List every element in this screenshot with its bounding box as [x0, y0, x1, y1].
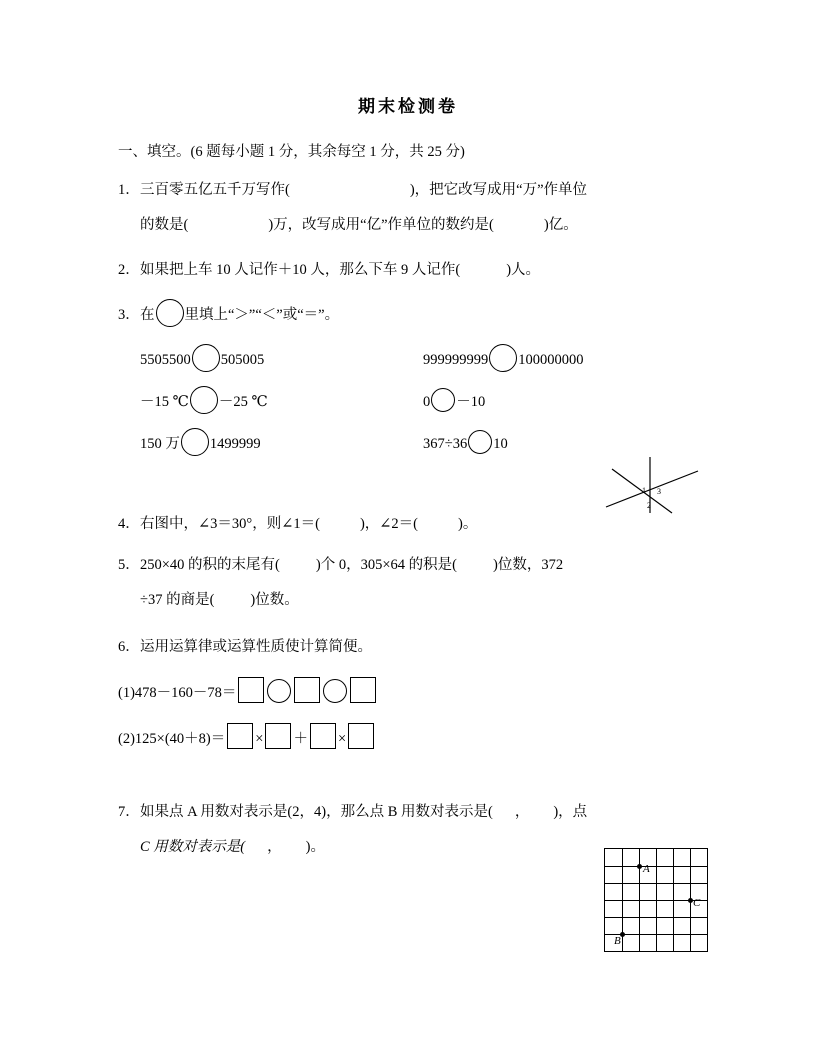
answer-box-3[interactable]	[350, 677, 376, 703]
grid-line-h1	[605, 866, 707, 867]
question-1-text-b: )，把它改写成用“万”作单位	[409, 182, 588, 198]
question-1-number: 1．	[118, 182, 140, 198]
compare-5-left: 150 万	[140, 436, 180, 452]
point-b-label: B	[614, 935, 621, 947]
question-7-text-d: C 用数对表示是(	[140, 839, 246, 855]
compare-circle-1[interactable]	[192, 344, 220, 372]
question-2-line	[118, 253, 708, 288]
question-3	[118, 298, 708, 465]
grid-box	[604, 848, 708, 952]
question-6-line	[118, 630, 708, 665]
question-3-lead	[118, 298, 708, 333]
question-7-line-1	[118, 795, 708, 830]
question-4-text-a: 右图中，∠3＝30°，则∠1＝(	[140, 516, 320, 532]
answer-box-6[interactable]	[310, 723, 336, 749]
answer-box-2[interactable]	[294, 677, 320, 703]
answer-circle-2[interactable]	[323, 679, 347, 703]
question-4-text-b: )，∠2＝(	[359, 516, 418, 532]
compare-2-left: 999999999	[423, 352, 489, 368]
point-a-dot	[637, 864, 642, 869]
question-5-text-e: )位数。	[250, 592, 299, 608]
compare-5-right: 1499999	[209, 436, 261, 452]
page-title: 期末检测卷	[358, 97, 458, 116]
question-6-item-2	[118, 719, 708, 759]
question-3-number: 3．	[118, 307, 140, 323]
compare-circle-2[interactable]	[489, 344, 517, 372]
compare-row-1	[118, 339, 708, 381]
compare-4-right: －10	[456, 394, 486, 410]
question-5-line-1	[118, 548, 708, 583]
question-6-text: 运用运算律或运算性质使计算简便。	[140, 639, 372, 655]
answer-box-7[interactable]	[348, 723, 374, 749]
question-1-text-a: 三百零五亿五千万写作(	[140, 182, 290, 198]
question-2-number: 2．	[118, 262, 140, 278]
compare-pair-2	[423, 352, 584, 368]
compare-6-right: 10	[493, 436, 508, 452]
question-6-item-2-plus: ＋	[293, 731, 308, 747]
question-4-number: 4．	[118, 516, 140, 532]
question-3-lead-b: 里填上“＞”“＜”或“＝”。	[184, 307, 340, 323]
question-6-item-2-mid: ×	[255, 731, 264, 747]
question-6-number: 6．	[118, 639, 140, 655]
compare-1-left: 5505500	[140, 352, 191, 368]
compare-3-right: －25 ℃	[218, 394, 268, 410]
question-5	[118, 548, 708, 618]
point-c-label: C	[693, 897, 701, 909]
question-5-text-c: )位数，372	[492, 557, 564, 573]
question-1	[118, 173, 708, 243]
compare-circle-lead[interactable]	[156, 299, 184, 327]
question-2-text-b: )人。	[506, 262, 541, 278]
question-6-item-1	[118, 673, 708, 713]
compare-3-left: －15 ℃	[140, 394, 189, 410]
question-2	[118, 253, 708, 288]
question-7-text-c: )，点	[553, 804, 588, 820]
compare-circle-6[interactable]	[468, 430, 492, 454]
compare-pair-5	[140, 423, 385, 465]
question-7-number: 7．	[118, 804, 140, 820]
question-6-item-2-expr: 125×(40＋8)＝	[134, 731, 226, 747]
question-2-text-a: 如果把上车 10 人记作＋10 人，那么下车 9 人记作(	[140, 262, 461, 278]
grid-line-h4	[605, 917, 707, 918]
question-3-lead-a: 在	[140, 307, 155, 323]
question-7-text-f: )。	[305, 839, 325, 855]
point-a-label: A	[643, 863, 650, 875]
grid-line-h2	[605, 883, 707, 884]
compare-pair-6	[423, 436, 508, 452]
compare-circle-4[interactable]	[431, 388, 455, 412]
question-5-text-d: ÷37 的商是(	[140, 592, 215, 608]
compare-pair-1	[140, 339, 385, 381]
compare-row-2	[118, 381, 708, 423]
exam-content	[118, 135, 708, 865]
compare-2-right: 100000000	[518, 352, 584, 368]
svg-text:3: 3	[657, 487, 661, 496]
compare-circle-3[interactable]	[190, 386, 218, 414]
coordinate-grid-figure	[604, 848, 708, 952]
question-7-text-e: ，	[267, 839, 282, 855]
section-heading: 一、填空。(6 题每小题 1 分，其余每空 1 分，共 25 分)	[118, 144, 465, 160]
question-5-line-2	[118, 583, 708, 618]
answer-box-5[interactable]	[265, 723, 291, 749]
answer-box-1[interactable]	[238, 677, 264, 703]
question-5-text-b: )个 0，305×64 的积是(	[315, 557, 457, 573]
question-5-number: 5．	[118, 557, 140, 573]
question-1-line-2	[118, 208, 708, 243]
compare-circle-5[interactable]	[181, 428, 209, 456]
svg-text:1: 1	[642, 486, 646, 495]
question-1-text-e: )亿。	[543, 217, 578, 233]
question-1-text-d: )万，改写成用“亿”作单位的数约是(	[268, 217, 494, 233]
question-6	[118, 630, 708, 759]
compare-1-right: 505005	[220, 352, 265, 368]
answer-circle-1[interactable]	[267, 679, 291, 703]
angle-figure	[598, 455, 708, 517]
question-6-item-1-expr: 478－160－78＝	[134, 685, 237, 701]
question-1-line-1	[118, 173, 708, 208]
question-7-text-a: 如果点 A 用数对表示是(2，4)，那么点 B 用数对表示是(	[140, 804, 493, 820]
compare-pair-4	[423, 394, 485, 410]
question-6-item-2-label: (2)	[118, 731, 135, 747]
question-1-text-c: 的数是(	[140, 217, 189, 233]
question-6-item-2-mid2: ×	[337, 731, 347, 747]
question-6-item-1-label: (1)	[118, 685, 135, 701]
question-4	[118, 486, 708, 542]
answer-box-4[interactable]	[227, 723, 253, 749]
question-7-text-b: ，	[514, 804, 530, 820]
compare-pair-3	[140, 381, 385, 423]
compare-6-left: 367÷36	[423, 436, 468, 452]
question-5-text-a: 250×40 的积的末尾有(	[140, 557, 280, 573]
svg-text:2: 2	[647, 501, 651, 510]
compare-4-left: 0	[423, 394, 431, 410]
question-4-text-c: )。	[458, 516, 478, 532]
